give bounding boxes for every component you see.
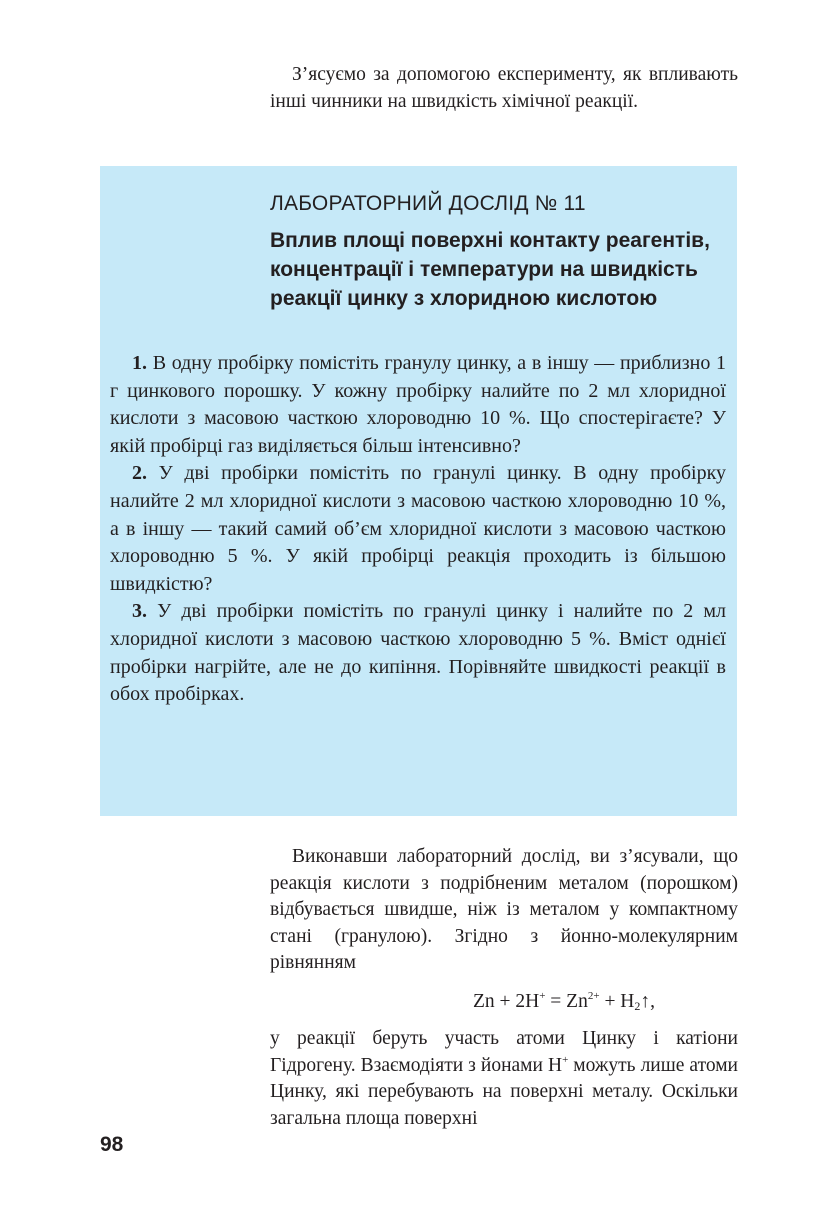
step-number: 2. xyxy=(132,462,147,485)
step-text: В одну пробірку помістіть гранулу цинку, а в іншу — приблизно 1 г цинкового порошку. У кожну пробірку налийте по 2 мл хлоридної кислоти з масовою часткою хлороводню 10 %. Що спостерігаєте? У якій пробірці газ виділяється більш інтенсивно? xyxy=(110,352,727,457)
page-number: 98 xyxy=(100,1133,124,1156)
lab-step-1 xyxy=(110,350,726,460)
explanation-paragraph-2 xyxy=(270,1026,738,1132)
equation-part: ↑, xyxy=(640,990,656,1012)
lab-steps xyxy=(110,350,726,709)
equation-part: = Zn xyxy=(545,990,588,1012)
ion-charge-superscript: + xyxy=(562,1053,569,1066)
intro-paragraph: З’ясуємо за допомогою експерименту, як впливають інші чинники на швидкість хімічної реакції. xyxy=(270,64,738,112)
step-number: 3. xyxy=(132,600,147,623)
explanation-section xyxy=(270,844,738,1132)
step-text: У дві пробірки помістіть по гранулі цинку. В одну пробірку налийте 2 мл хлоридної кислоти з масовою часткою хлороводню 10 %, а в іншу — такий самий об’єм хлоридної кислоти з масовою часткою хлороводню 5 %. У якій пробірці реакція проходить із більшою швидкістю? xyxy=(110,462,726,595)
step-text: У дві пробірки помістіть по гранулі цинку і налийте по 2 мл хлоридної кислоти з масовою часткою хлороводню 5 %. Вміст однієї пробірки нагрійте, але не до кипіння. Порівняйте швидкості реакції в обох пробірках. xyxy=(110,600,726,706)
step-number: 1. xyxy=(132,352,147,374)
lab-title: Вплив площі поверхні контакту реагентів, концентрації і температури на швидкість реакції цинку з хлоридною кислотою xyxy=(270,229,710,310)
ionic-equation xyxy=(270,989,738,1016)
explanation-paragraph-1: Виконавши лабораторний дослід, ви з’ясували, що реакція кислоти з подрібненим металом (порошком) відбувається швидше, ніж із металом у компактному стані (гранулою). Згідно з йонно-молекулярним рівнянням xyxy=(270,846,738,973)
paragraph-text: у реакції беруть участь атоми Цинку і катіони Гідрогену. Взаємодіяти з йонами H xyxy=(270,1028,738,1076)
equation-subscript: 2 xyxy=(634,998,641,1013)
lab-heading: ЛАБОРАТОРНИЙ ДОСЛІД № 11 xyxy=(270,192,586,215)
lab-step-3 xyxy=(110,598,726,708)
equation-part: + H xyxy=(599,990,635,1012)
equation-part: Zn + 2H xyxy=(472,990,540,1012)
paragraph-text: можуть лише атоми Цинку, які перебувають на поверхні металу. Оскільки загальна площа поверхні xyxy=(270,1054,738,1129)
lab-step-2 xyxy=(110,460,726,598)
equation-superscript: 2+ xyxy=(587,989,600,1002)
equation-superscript: + xyxy=(539,989,546,1002)
